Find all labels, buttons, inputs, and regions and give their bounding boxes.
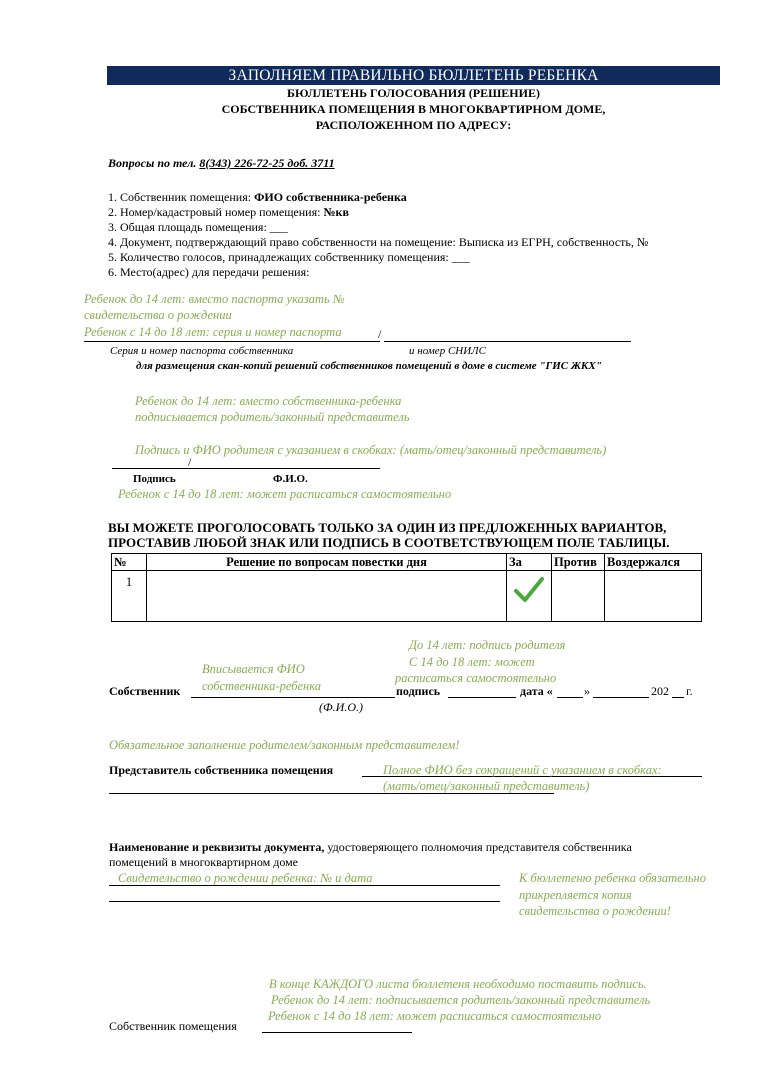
- document-input-line1[interactable]: [109, 885, 500, 886]
- field-document: 4. Документ, подтверждающий право собственности на помещение: Выписка из ЕГРН, собственность, №: [108, 235, 649, 249]
- hint-footer-line2: Ребенок до 14 лет: подписывается родитель/законный представитель: [271, 993, 651, 1007]
- vote-against-cell[interactable]: [552, 571, 605, 622]
- field-room-label: 2. Номер/кадастровый номер помещения:: [108, 205, 324, 219]
- table-row: [112, 571, 702, 622]
- hint-footer-line3: Ребенок с 14 до 18 лет: может расписаться самостоятельно: [268, 1009, 602, 1023]
- col-abstain: Воздержался: [605, 554, 702, 571]
- field-votes: 5. Количество голосов, принадлежащих собственнику помещения: ___: [108, 250, 470, 264]
- hint-passport-line3: Ребенок с 14 до 18 лет: серия и номер паспорта: [84, 325, 342, 339]
- passport-caption-left: Серия и номер паспорта собственника: [110, 345, 294, 357]
- footer-owner-label: Собственник помещения: [109, 1019, 237, 1033]
- passport-slash: /: [378, 327, 382, 341]
- row-number: 1: [112, 571, 147, 622]
- row-decision: [147, 571, 507, 622]
- document-label-rest: удостоверяющего полномочия представителя собственника: [324, 840, 632, 854]
- hint-doc-fill: Свидетельство о рождении ребенка: № и дата: [118, 871, 373, 885]
- hint-sign-line3: Подпись и ФИО родителя с указанием в скобках: (мать/отец/законный представитель): [135, 443, 607, 457]
- col-for: За: [507, 554, 552, 571]
- vote-instruction-line2: ПРОСТАВИВ ЛЮБОЙ ЗНАК ИЛИ ПОДПИСЬ В СООТВЕТСТВУЮЩЕМ ПОЛЕ ТАБЛИЦЫ.: [108, 535, 670, 550]
- phone-number: 8(343) 226-72-25 доб. 3711: [199, 156, 335, 170]
- owner-fio-caption: (Ф.И.О.): [319, 700, 363, 714]
- date-month-input[interactable]: [593, 697, 649, 698]
- banner-title: ЗАПОЛНЯЕМ ПРАВИЛЬНО БЮЛЛЕТЕНЬ РЕБЕНКА: [107, 66, 720, 85]
- gis-purpose-note: для размещения скан-копий решений собственников помещений в доме в системе "ГИС ЖКХ": [136, 360, 602, 372]
- hint-attach-line1: К бюллетеню ребенка обязательно: [519, 871, 706, 885]
- hint-signature-line3: расписаться самостоятельно: [395, 671, 557, 685]
- hint-sign-line4: Ребенок с 14 до 18 лет: может расписаться самостоятельно: [118, 487, 452, 501]
- document-label-line1: [109, 840, 632, 855]
- phone-label: Вопросы по тел.: [108, 156, 197, 170]
- field-room-value[interactable]: №кв: [323, 205, 349, 219]
- col-decision: Решение по вопросам повестки дня: [147, 554, 507, 571]
- passport-input-line[interactable]: [84, 341, 380, 342]
- date-quote: »: [584, 684, 590, 698]
- owner-sign-input-line[interactable]: [448, 697, 516, 698]
- phone-line: [108, 156, 335, 171]
- hint-attach-line2: прикрепляется копия: [519, 888, 632, 902]
- date-day-input[interactable]: [557, 697, 583, 698]
- footer-signature-line[interactable]: [262, 1032, 412, 1033]
- owner-sign-label: подпись: [396, 684, 441, 698]
- ballot-title-line2: СОБСТВЕННИКА ПОМЕЩЕНИЯ В МНОГОКВАРТИРНОМ ДОМЕ,: [221, 102, 606, 116]
- vote-for-cell[interactable]: [507, 571, 552, 622]
- checkmark-icon: [514, 577, 544, 603]
- hint-mandatory: Обязательное заполнение родителем/законным представителем!: [109, 738, 460, 752]
- col-number: №: [112, 554, 147, 571]
- col-against: Против: [552, 554, 605, 571]
- hint-signature-line2: С 14 до 18 лет: может: [409, 655, 535, 669]
- field-owner: [108, 190, 407, 205]
- signature-input-line[interactable]: [112, 468, 380, 469]
- date-year-suffix: г.: [686, 684, 693, 698]
- field-room-number: [108, 205, 349, 220]
- ballot-title-line3: РАСПОЛОЖЕННОМ ПО АДРЕСУ:: [315, 118, 512, 132]
- document-label-bold: Наименование и реквизиты документа,: [109, 840, 325, 854]
- field-area: 3. Общая площадь помещения: ___: [108, 220, 288, 234]
- document-input-line2[interactable]: [109, 901, 500, 902]
- vote-table-header: [112, 554, 702, 571]
- date-year-input[interactable]: [672, 697, 684, 698]
- vote-abstain-cell[interactable]: [605, 571, 702, 622]
- hint-rep-line1: Полное ФИО без сокращений с указанием в скобках:: [383, 763, 662, 777]
- signature-label: Подпись: [133, 473, 176, 485]
- owner-fio-input-line[interactable]: [191, 697, 395, 698]
- ballot-title-line1: БЮЛЛЕТЕНЬ ГОЛОСОВАНИЯ (РЕШЕНИЕ): [287, 86, 540, 100]
- hint-signature-line1: До 14 лет: подпись родителя: [409, 638, 566, 652]
- hint-sign-line1: Ребенок до 14 лет: вместо собственника-ребенка: [135, 394, 402, 408]
- passport-caption-right: и номер СНИЛС: [409, 345, 486, 357]
- hint-passport-line1: Ребенок до 14 лет: вместо паспорта указать №: [84, 292, 345, 306]
- field-owner-value[interactable]: ФИО собственника-ребенка: [254, 190, 407, 204]
- hint-rep-line2: (мать/отец/законный представитель): [383, 779, 590, 793]
- date-year-prefix: 202: [651, 684, 669, 698]
- hint-footer-line1: В конце КАЖДОГО листа бюллетеня необходимо поставить подпись.: [269, 977, 647, 991]
- hint-owner-line1: Вписывается ФИО: [202, 662, 305, 676]
- signature-slash: /: [188, 455, 192, 469]
- owner-date-label: дата «: [520, 684, 553, 698]
- document-label-line2: помещений в многоквартирном доме: [109, 855, 299, 869]
- hint-sign-line2: подписывается родитель/законный представитель: [135, 410, 410, 424]
- representative-label: Представитель собственника помещения: [109, 763, 334, 777]
- hint-attach-line3: свидетельства о рождении!: [519, 904, 671, 918]
- field-address: 6. Место(адрес) для передачи решения:: [108, 265, 310, 279]
- vote-table: [111, 553, 702, 622]
- fio-label: Ф.И.О.: [273, 473, 308, 485]
- vote-instruction-line1: ВЫ МОЖЕТЕ ПРОГОЛОСОВАТЬ ТОЛЬКО ЗА ОДИН ИЗ ПРЕДЛОЖЕННЫХ ВАРИАНТОВ,: [108, 520, 667, 535]
- field-owner-label: 1. Собственник помещения:: [108, 190, 255, 204]
- hint-owner-line2: собственника-ребенка: [202, 679, 322, 693]
- hint-passport-line2: свидетельства о рождении: [84, 308, 232, 322]
- owner-label: Собственник: [109, 684, 181, 698]
- snils-input-line[interactable]: [384, 341, 631, 342]
